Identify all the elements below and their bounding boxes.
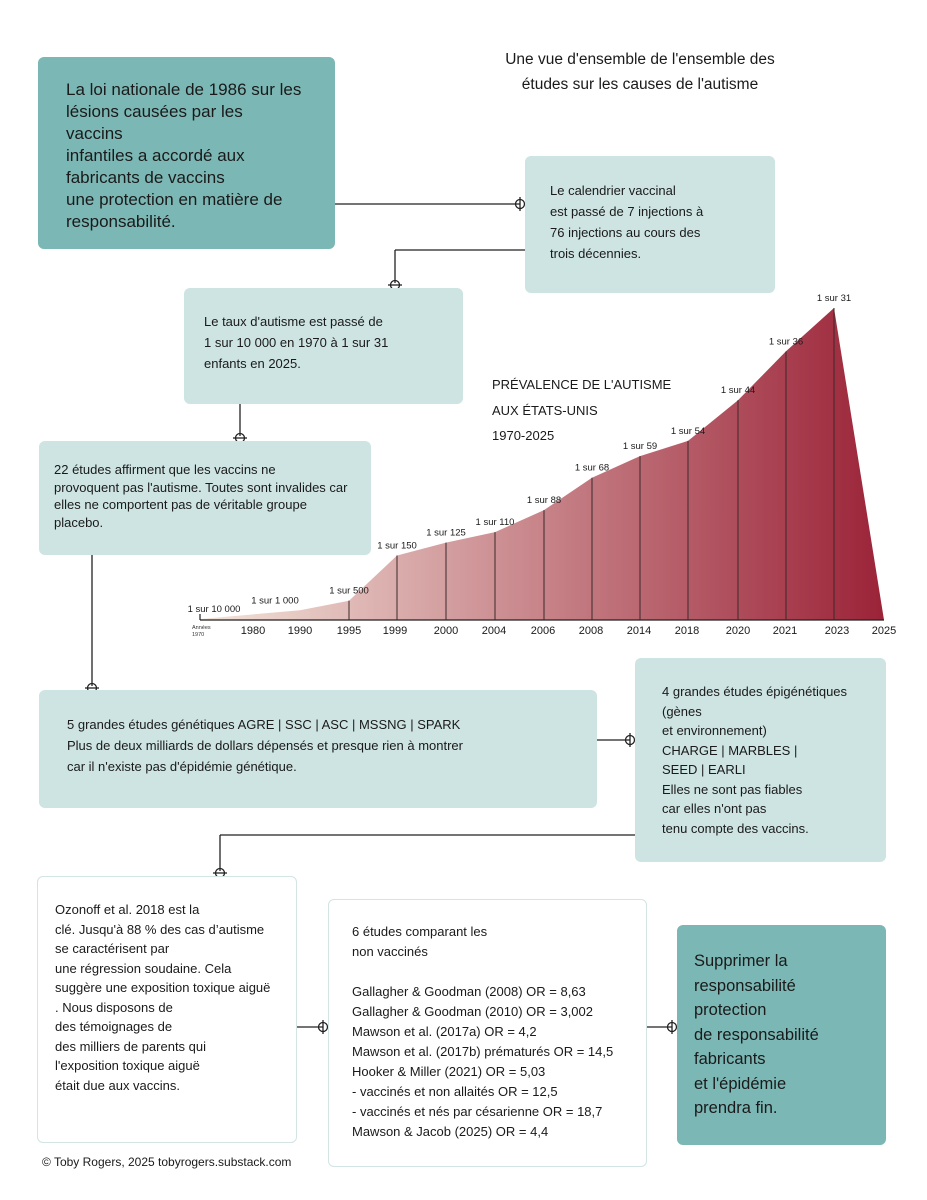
chart-tick-label: 2020	[725, 625, 751, 637]
chart-tick-label: 2014	[626, 625, 652, 637]
box-line: fabricants	[694, 1050, 766, 1068]
title-line: études sur les causes de l'autisme	[521, 76, 759, 93]
box-line: Gallagher & Goodman (2008) OR = 8,63	[352, 984, 586, 999]
title-line: Une vue d'ensemble de l'ensemble des	[505, 51, 775, 68]
box-line: 22 études affirment que les vaccins ne	[54, 462, 276, 477]
box-line: Hooker & Miller (2021) OR = 5,03	[352, 1064, 546, 1079]
box-line: Mawson & Jacob (2025) OR = 4,4	[352, 1124, 549, 1139]
box-line: 1 sur 10 000 en 1970 à 1 sur 31	[204, 335, 389, 350]
box-line: placebo.	[54, 514, 104, 530]
box-line: - vaccinés et nés par césarienne OR = 18,7	[352, 1104, 603, 1119]
box-line: CHARGE | MARBLES |	[662, 742, 798, 758]
page-title	[470, 47, 810, 97]
box-line: - vaccinés et non allaités OR = 12,5	[352, 1084, 558, 1099]
box-line: Elles ne sont pas fiables	[662, 781, 803, 797]
chart-axis-start-label: 1970	[192, 632, 205, 638]
box-line: 5 grandes études génétiques AGRE | SSC | ASC | MSSNG | SPARK	[67, 717, 461, 732]
chart-tick-label: 1999	[382, 625, 408, 637]
chart-data-label: 1 sur 88	[526, 495, 562, 507]
box-line: non vaccinés	[352, 944, 428, 959]
chart-data-label: 1 sur 150	[377, 540, 417, 552]
box-line: SEED | EARLI	[662, 762, 746, 777]
box-line: des milliers de parents qui	[55, 1038, 207, 1054]
box-line: . Nous disposons de	[55, 999, 173, 1015]
box-line: et l'épidémie	[694, 1074, 787, 1093]
chart-data-label: 1 sur 54	[670, 425, 706, 437]
chart-data-label: 1 sur 68	[574, 462, 610, 474]
box-line: protection	[694, 1001, 767, 1019]
chart-tick-label: 1980	[240, 625, 266, 637]
box-line: une régression soudaine. Cela	[55, 960, 232, 976]
box-line: et environnement)	[662, 723, 767, 738]
box-line: 6 études comparant les	[352, 924, 488, 939]
box-line: lésions causées par les	[66, 102, 243, 121]
footer-credit: © Toby Rogers, 2025 tobyrogers.substack.com	[42, 1155, 292, 1169]
box-line: enfants en 2025.	[204, 356, 301, 371]
box-line: Mawson et al. (2017a) OR = 4,2	[352, 1024, 537, 1039]
chart-data-label: 1 sur 59	[622, 441, 658, 453]
box-line: était due aux vaccins.	[55, 1077, 181, 1093]
chart-tick-label: 1995	[336, 625, 362, 637]
box-line: Supprimer la	[694, 952, 788, 970]
box-line: Plus de deux milliards de dollars dépensés et presque rien à montrer	[67, 738, 463, 753]
chart-tick-label: 2025	[871, 625, 897, 637]
chart-data-label: 1 sur 110	[475, 517, 515, 529]
box-line: suggère une exposition toxique aiguë	[55, 980, 271, 995]
chart-tick-label: 2023	[824, 625, 850, 637]
box-rate	[184, 288, 463, 404]
chart-title-line: 1970-2025	[492, 428, 555, 443]
box-line: responsabilité.	[66, 212, 176, 231]
box-22-studies	[39, 441, 371, 555]
chart-data-label: 1 sur 125	[426, 527, 466, 539]
box-line: Le calendrier vaccinal	[550, 183, 676, 198]
chart-tick-label: 2021	[772, 625, 798, 637]
box-line: vaccins	[66, 124, 123, 143]
chart-tick-label: 2008	[578, 625, 604, 637]
box-line: fabricants de vaccins	[66, 168, 225, 187]
box-line: des témoignages de	[55, 1019, 173, 1034]
box-genetic-studies	[39, 690, 597, 808]
box-line: La loi nationale de 1986 sur les	[66, 80, 302, 99]
box-line: l'exposition toxique aiguë	[55, 1058, 200, 1073]
box-line: Ozonoff et al. 2018 est la	[55, 902, 200, 917]
box-line: clé. Jusqu'à 88 % des cas d’autisme	[55, 921, 265, 937]
box-line: car il n'existe pas d'épidémie génétique.	[67, 759, 297, 774]
box-line: une protection en matière de	[66, 190, 283, 209]
box-line: Gallagher & Goodman (2010) OR = 3,002	[352, 1004, 594, 1019]
box-ozonoff	[37, 876, 297, 1143]
box-line: (gènes	[662, 703, 702, 719]
chart-tick-label: 2000	[433, 625, 459, 637]
box-line: provoquent pas l'autisme. Toutes sont invalides car	[54, 479, 348, 495]
chart-data-label: 1 sur 1 000	[251, 595, 299, 607]
box-line: responsabilité	[694, 976, 796, 995]
box-line: est passé de 7 injections à	[550, 204, 704, 219]
chart-title-line: AUX ÉTATS-UNIS	[492, 402, 598, 418]
box-line: de responsabilité	[694, 1025, 819, 1044]
box-line: infantiles a accordé aux	[66, 146, 245, 165]
chart-data-label: 1 sur 31	[816, 293, 852, 304]
box-line: 4 grandes études épigénétiques	[662, 684, 848, 699]
box-unvaccinated-studies	[328, 899, 647, 1167]
chart-data-label: 1 sur 10 000	[187, 604, 241, 616]
chart-data-label: 1 sur 500	[329, 585, 369, 597]
box-line: Le taux d'autisme est passé de	[204, 314, 383, 329]
box-line: prendra fin.	[694, 1099, 778, 1117]
box-line: trois décennies.	[550, 246, 642, 261]
box-line: car elles n'ont pas	[662, 801, 767, 816]
chart-data-label: 1 sur 36	[768, 336, 804, 348]
box-epigenetic-studies	[635, 658, 886, 862]
chart-tick-label: 1990	[287, 625, 313, 637]
box-conclusion	[677, 925, 886, 1145]
box-schedule	[525, 156, 775, 293]
box-law	[38, 57, 335, 249]
chart-tick-label: 2018	[674, 625, 700, 637]
chart-title-line: PRÉVALENCE DE L'AUTISME	[492, 377, 672, 392]
chart-data-label: 1 sur 44	[720, 385, 756, 397]
box-line: 76 injections au cours des	[550, 225, 701, 240]
chart-axis-start-label: Années	[192, 625, 211, 631]
box-line: se caractérisent par	[55, 941, 170, 956]
box-line: elles ne comportent pas de véritable groupe	[54, 497, 307, 512]
chart-tick-label: 2004	[481, 625, 507, 637]
chart-tick-label: 2006	[530, 625, 556, 637]
chart-title	[492, 372, 671, 449]
box-line: tenu compte des vaccins.	[662, 820, 809, 836]
box-line: Mawson et al. (2017b) prématurés OR = 14,5	[352, 1044, 614, 1059]
box-line	[352, 962, 646, 982]
